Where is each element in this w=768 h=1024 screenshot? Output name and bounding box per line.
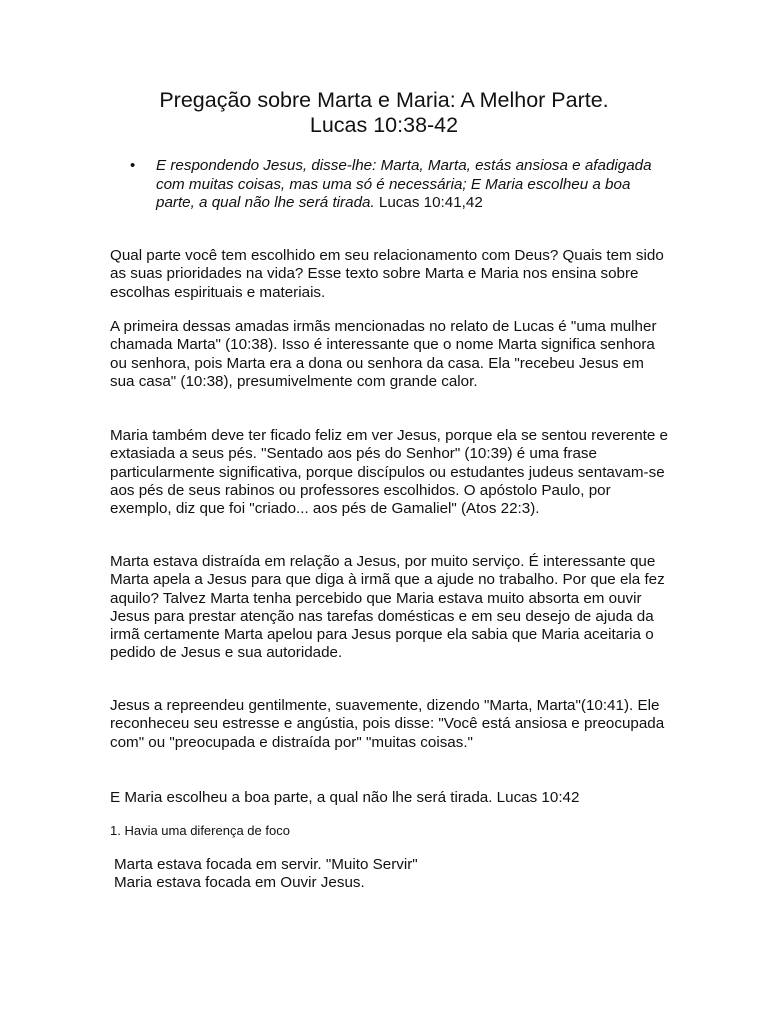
paragraph-6: E Maria escolheu a boa parte, a qual não lhe será tirada. Lucas 10:42 xyxy=(110,789,580,806)
paragraph-3: Maria também deve ter ficado feliz em ver Jesus, porque ela se sentou reverente e extasiada a seus pés. "Sentado aos pés do Senhor" (10:39) é uma frase particularmente significativa, porque discípulos ou estudantes judeus sentavam-se aos pés de seus rabinos ou professores escolhidos. O apóstolo Paulo, por exemplo, diz que foi "criado... aos pés de Gamaliel" (Atos 22:3). xyxy=(110,427,668,518)
focus-line-marta: Marta estava focada em servir. "Muito Servir" xyxy=(114,856,418,873)
title-line-2: Lucas 10:38-42 xyxy=(309,113,459,137)
point-heading: 1. Havia uma diferença de foco xyxy=(110,823,290,838)
page-title xyxy=(60,88,708,138)
focus-line-maria: Maria estava focada em Ouvir Jesus. xyxy=(114,874,365,892)
paragraph-4: Marta estava distraída em relação a Jesus, por muito serviço. É interessante que Marta apela a Jesus para que diga à irmã que a ajude no trabalho. Por que ela fez aquilo? Talvez Marta tenha percebido que Maria estava muito absorta em ouvir Jesus para prestar atenção nas tarefas domésticas e em seu desejo de ajuda da irmã certamente Marta apelou para Jesus porque ela sabia que Maria aceitaria o pedido de Jesus e sua autoridade. xyxy=(110,553,665,662)
scripture-quote xyxy=(132,157,652,213)
paragraph-2: A primeira dessas amadas irmãs mencionadas no relato de Lucas é "uma mulher chamada Marta" (10:38). Isso é interessante que o nome Marta significa senhora ou senhora, pois Marta era a dona ou senhora da casa. Ela "recebeu Jesus em sua casa" (10:38), presumivelmente com grande calor. xyxy=(110,318,657,390)
title-line-1: Pregação sobre Marta e Maria: A Melhor Parte. xyxy=(159,88,609,112)
quote-italic: E respondendo Jesus, disse-lhe: Marta, Marta, estás ansiosa e afadigada com muitas coisas, mas uma só é necessária; E Maria escolheu a boa parte, a qual não lhe será tirada. xyxy=(156,157,652,211)
focus-lines xyxy=(114,856,674,893)
paragraph-5: Jesus a repreendeu gentilmente, suavemente, dizendo "Marta, Marta"(10:41). Ele reconheceu seu estresse e angústia, pois disse: "Você está ansiosa e preocupada com" ou "preocupada e distraída por" "muitas coisas." xyxy=(110,697,665,751)
paragraph-1: Qual parte você tem escolhido em seu relacionamento com Deus? Quais tem sido as suas prioridades na vida? Esse texto sobre Marta e Maria nos ensina sobre escolhas espirituais e materiais. xyxy=(110,247,664,301)
bullet-icon: • xyxy=(130,157,136,174)
quote-text xyxy=(132,157,652,213)
quote-reference: Lucas 10:41,42 xyxy=(374,194,483,211)
